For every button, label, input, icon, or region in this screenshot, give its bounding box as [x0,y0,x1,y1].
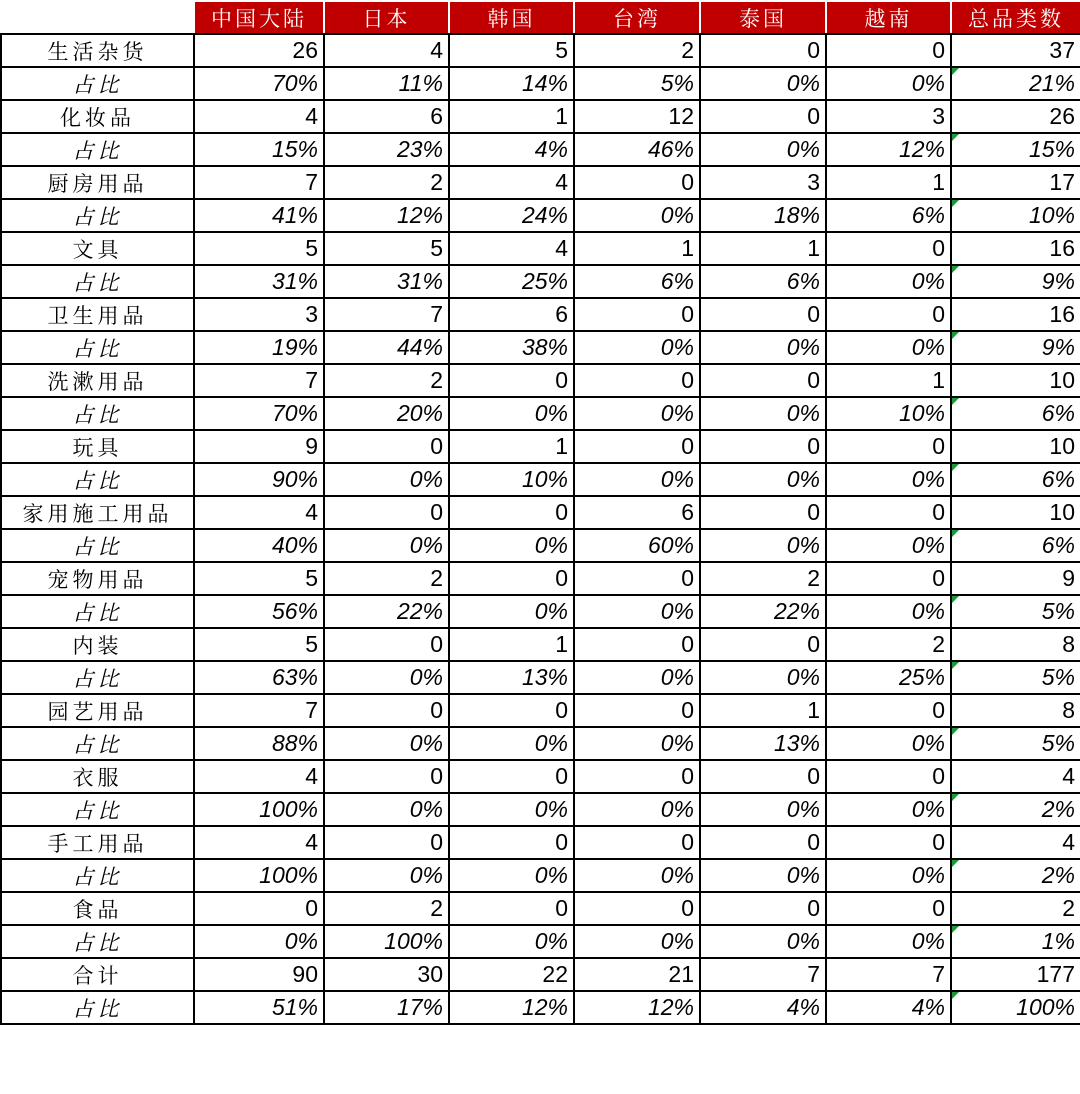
share-cell: 6% [826,199,951,232]
count-cell: 0 [324,826,449,859]
share-cell: 0% [324,463,449,496]
table-row-count [1,760,1080,793]
table-row-share [1,463,1080,496]
category-label: 手工用品 [1,826,194,859]
count-cell: 0 [574,826,700,859]
share-cell: 2% [951,859,1080,892]
table-row-count [1,166,1080,199]
count-cell: 2 [324,562,449,595]
share-label: 占比 [1,67,194,100]
table-row-share [1,397,1080,430]
share-cell: 13% [449,661,574,694]
table-row-share [1,265,1080,298]
share-cell: 4% [700,991,826,1024]
count-cell: 37 [951,34,1080,67]
count-cell: 0 [700,34,826,67]
count-cell: 4 [449,166,574,199]
count-cell: 2 [324,364,449,397]
count-cell: 7 [324,298,449,331]
share-cell: 0% [826,793,951,826]
share-cell: 10% [826,397,951,430]
count-cell: 8 [951,628,1080,661]
share-cell: 25% [826,661,951,694]
table-row-share [1,67,1080,100]
count-cell: 0 [449,364,574,397]
count-cell: 0 [700,430,826,463]
share-cell: 0% [324,727,449,760]
share-cell: 0% [826,859,951,892]
count-cell: 4 [951,760,1080,793]
count-cell: 0 [700,628,826,661]
share-label: 占比 [1,265,194,298]
share-label: 占比 [1,529,194,562]
share-cell: 13% [700,727,826,760]
share-cell: 0% [574,331,700,364]
table-row-share [1,661,1080,694]
share-cell: 0% [574,661,700,694]
count-cell: 0 [700,496,826,529]
count-cell: 5 [449,34,574,67]
count-cell: 0 [700,892,826,925]
share-cell: 0% [826,331,951,364]
share-cell: 88% [194,727,324,760]
count-cell: 0 [449,562,574,595]
count-cell: 0 [826,760,951,793]
category-label: 文具 [1,232,194,265]
share-cell: 0% [700,859,826,892]
share-cell: 0% [826,595,951,628]
count-cell: 6 [324,100,449,133]
count-cell: 0 [700,364,826,397]
share-cell: 31% [194,265,324,298]
category-label: 厨房用品 [1,166,194,199]
count-cell: 3 [194,298,324,331]
table-row-share [1,793,1080,826]
share-cell: 0% [826,529,951,562]
category-label: 卫生用品 [1,298,194,331]
share-cell: 22% [324,595,449,628]
count-cell: 5 [194,232,324,265]
table-row-count [1,34,1080,67]
share-label: 占比 [1,859,194,892]
category-label: 宠物用品 [1,562,194,595]
share-cell: 0% [574,859,700,892]
share-cell: 5% [951,595,1080,628]
count-cell: 5 [194,562,324,595]
share-label: 占比 [1,595,194,628]
share-cell: 12% [826,133,951,166]
share-cell: 4% [449,133,574,166]
share-cell: 14% [449,67,574,100]
share-cell: 0% [574,397,700,430]
count-cell: 6 [574,496,700,529]
count-cell: 3 [826,100,951,133]
count-cell: 0 [700,760,826,793]
table-row-count [1,232,1080,265]
count-cell: 0 [574,694,700,727]
count-cell: 2 [826,628,951,661]
share-cell: 0% [826,727,951,760]
count-cell: 177 [951,958,1080,991]
share-cell: 70% [194,67,324,100]
count-cell: 0 [700,298,826,331]
share-cell: 0% [449,925,574,958]
share-cell: 6% [700,265,826,298]
column-header: 韩国 [449,1,574,34]
category-label: 内装 [1,628,194,661]
share-cell: 0% [449,595,574,628]
column-header: 总品类数 [951,1,1080,34]
count-cell: 0 [826,562,951,595]
column-header: 越南 [826,1,951,34]
table-row-share [1,727,1080,760]
share-label: 占比 [1,133,194,166]
count-cell: 0 [700,826,826,859]
table-row-count [1,298,1080,331]
share-cell: 21% [951,67,1080,100]
count-cell: 0 [826,892,951,925]
count-cell: 0 [324,694,449,727]
header-row [1,1,1080,34]
share-cell: 0% [194,925,324,958]
count-cell: 17 [951,166,1080,199]
count-cell: 0 [826,496,951,529]
share-cell: 9% [951,331,1080,364]
share-cell: 6% [951,397,1080,430]
count-cell: 26 [194,34,324,67]
count-cell: 7 [194,364,324,397]
count-cell: 1 [700,232,826,265]
share-cell: 31% [324,265,449,298]
count-cell: 2 [324,166,449,199]
share-label: 占比 [1,397,194,430]
share-cell: 0% [449,859,574,892]
count-cell: 90 [194,958,324,991]
share-cell: 0% [700,661,826,694]
table-row-share [1,199,1080,232]
table-row-share [1,595,1080,628]
share-cell: 0% [826,925,951,958]
category-label: 洗漱用品 [1,364,194,397]
share-cell: 60% [574,529,700,562]
share-cell: 25% [449,265,574,298]
count-cell: 1 [449,100,574,133]
category-label: 家用施工用品 [1,496,194,529]
share-cell: 0% [574,925,700,958]
share-cell: 10% [449,463,574,496]
count-cell: 0 [449,892,574,925]
count-cell: 0 [574,892,700,925]
share-cell: 4% [826,991,951,1024]
column-header: 台湾 [574,1,700,34]
share-cell: 51% [194,991,324,1024]
table-row-share [1,133,1080,166]
count-cell: 8 [951,694,1080,727]
count-cell: 0 [826,694,951,727]
share-cell: 17% [324,991,449,1024]
share-cell: 5% [951,661,1080,694]
share-cell: 6% [951,529,1080,562]
count-cell: 0 [826,298,951,331]
share-cell: 44% [324,331,449,364]
count-cell: 0 [700,100,826,133]
count-cell: 0 [574,628,700,661]
share-cell: 23% [324,133,449,166]
share-cell: 0% [700,793,826,826]
count-cell: 0 [574,430,700,463]
count-cell: 0 [449,496,574,529]
share-cell: 24% [449,199,574,232]
share-cell: 15% [951,133,1080,166]
share-cell: 0% [574,463,700,496]
count-cell: 0 [826,430,951,463]
count-cell: 4 [194,100,324,133]
count-cell: 16 [951,298,1080,331]
share-cell: 22% [700,595,826,628]
table-row-count [1,628,1080,661]
count-cell: 0 [449,694,574,727]
share-cell: 0% [826,463,951,496]
share-cell: 1% [951,925,1080,958]
share-cell: 90% [194,463,324,496]
share-cell: 0% [700,331,826,364]
share-cell: 0% [449,793,574,826]
count-cell: 5 [194,628,324,661]
table-row-count [1,562,1080,595]
count-cell: 0 [574,760,700,793]
count-cell: 4 [951,826,1080,859]
count-cell: 30 [324,958,449,991]
count-cell: 10 [951,364,1080,397]
share-label: 占比 [1,991,194,1024]
count-cell: 4 [194,496,324,529]
count-cell: 7 [194,694,324,727]
share-label: 占比 [1,331,194,364]
share-cell: 9% [951,265,1080,298]
count-cell: 4 [449,232,574,265]
category-label: 合计 [1,958,194,991]
column-header: 中国大陆 [194,1,324,34]
table-row-count [1,694,1080,727]
count-cell: 5 [324,232,449,265]
count-cell: 2 [574,34,700,67]
share-cell: 6% [951,463,1080,496]
count-cell: 3 [700,166,826,199]
share-cell: 0% [826,67,951,100]
count-cell: 1 [449,430,574,463]
count-cell: 1 [826,166,951,199]
count-cell: 1 [826,364,951,397]
share-cell: 0% [574,727,700,760]
share-cell: 0% [449,397,574,430]
share-cell: 70% [194,397,324,430]
share-cell: 100% [951,991,1080,1024]
count-cell: 4 [194,826,324,859]
share-cell: 10% [951,199,1080,232]
share-cell: 100% [194,793,324,826]
share-cell: 41% [194,199,324,232]
share-cell: 0% [574,199,700,232]
category-label: 衣服 [1,760,194,793]
count-cell: 0 [324,496,449,529]
share-label: 占比 [1,727,194,760]
share-cell: 56% [194,595,324,628]
count-cell: 10 [951,496,1080,529]
count-cell: 26 [951,100,1080,133]
table-row-share [1,859,1080,892]
count-cell: 4 [194,760,324,793]
count-cell: 0 [324,628,449,661]
share-cell: 46% [574,133,700,166]
column-header: 日本 [324,1,449,34]
share-cell: 5% [951,727,1080,760]
count-cell: 0 [449,826,574,859]
share-cell: 12% [574,991,700,1024]
table-body [1,34,1080,1024]
count-cell: 6 [449,298,574,331]
category-label: 玩具 [1,430,194,463]
share-cell: 12% [449,991,574,1024]
count-cell: 4 [324,34,449,67]
share-cell: 0% [574,595,700,628]
share-cell: 12% [324,199,449,232]
share-label: 占比 [1,793,194,826]
count-cell: 1 [700,694,826,727]
share-cell: 100% [324,925,449,958]
count-cell: 1 [449,628,574,661]
table-row-share [1,991,1080,1024]
count-cell: 7 [194,166,324,199]
category-label: 食品 [1,892,194,925]
share-cell: 100% [194,859,324,892]
share-cell: 0% [324,859,449,892]
count-cell: 7 [700,958,826,991]
share-cell: 0% [700,397,826,430]
column-header: 泰国 [700,1,826,34]
share-cell: 0% [826,265,951,298]
share-cell: 0% [700,133,826,166]
count-cell: 0 [449,760,574,793]
count-cell: 2 [951,892,1080,925]
count-cell: 0 [826,232,951,265]
share-cell: 38% [449,331,574,364]
count-cell: 2 [324,892,449,925]
count-cell: 0 [826,826,951,859]
share-label: 占比 [1,925,194,958]
count-cell: 0 [324,430,449,463]
table-row-count [1,430,1080,463]
header-corner [1,1,194,34]
table-row-count [1,496,1080,529]
count-cell: 0 [324,760,449,793]
table-row-count [1,958,1080,991]
share-cell: 6% [574,265,700,298]
share-cell: 15% [194,133,324,166]
count-cell: 22 [449,958,574,991]
category-label: 园艺用品 [1,694,194,727]
share-cell: 40% [194,529,324,562]
share-cell: 0% [324,529,449,562]
count-cell: 7 [826,958,951,991]
share-cell: 0% [449,727,574,760]
count-cell: 2 [700,562,826,595]
category-label: 生活杂货 [1,34,194,67]
table-row-count [1,364,1080,397]
count-cell: 10 [951,430,1080,463]
table-row-count [1,892,1080,925]
count-cell: 0 [574,298,700,331]
share-cell: 0% [700,529,826,562]
share-label: 占比 [1,199,194,232]
table-row-count [1,826,1080,859]
share-cell: 0% [700,925,826,958]
share-label: 占比 [1,463,194,496]
share-cell: 0% [700,67,826,100]
share-cell: 63% [194,661,324,694]
share-cell: 0% [700,463,826,496]
share-cell: 0% [324,661,449,694]
share-cell: 11% [324,67,449,100]
share-cell: 0% [324,793,449,826]
count-cell: 0 [194,892,324,925]
count-cell: 1 [574,232,700,265]
share-cell: 19% [194,331,324,364]
count-cell: 0 [574,364,700,397]
share-cell: 5% [574,67,700,100]
table-row-share [1,529,1080,562]
count-cell: 9 [951,562,1080,595]
count-cell: 0 [826,34,951,67]
count-cell: 21 [574,958,700,991]
share-cell: 2% [951,793,1080,826]
table-row-share [1,331,1080,364]
share-cell: 18% [700,199,826,232]
category-label: 化妆品 [1,100,194,133]
count-cell: 16 [951,232,1080,265]
share-label: 占比 [1,661,194,694]
count-cell: 0 [574,166,700,199]
count-cell: 12 [574,100,700,133]
count-cell: 0 [574,562,700,595]
table-row-count [1,100,1080,133]
table-row-share [1,925,1080,958]
share-cell: 20% [324,397,449,430]
count-cell: 9 [194,430,324,463]
share-cell: 0% [574,793,700,826]
share-cell: 0% [449,529,574,562]
